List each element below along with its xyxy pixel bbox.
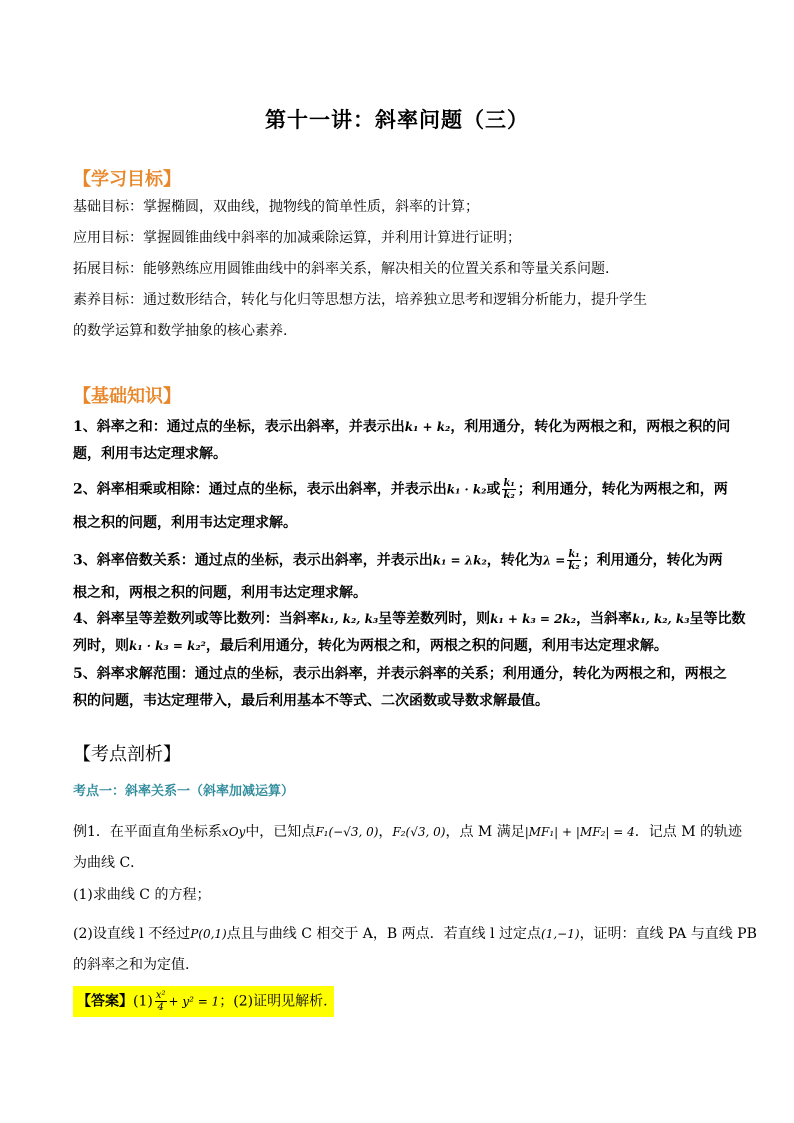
knowledge-4-text-e: 列时，则 (73, 638, 129, 654)
knowledge-item-2-cont: 根之积的问题，利用韦达定理求解。 (73, 515, 297, 531)
coordinate-system: xOy (221, 825, 246, 839)
answer-tag: 【答案】 (77, 993, 133, 1010)
question-2 (73, 924, 757, 944)
knowledge-4-formula-d: k₁ · k₃ = k₂² (129, 639, 206, 653)
point-p: P(0,1) (190, 927, 227, 941)
answer-fraction (155, 990, 167, 1013)
knowledge-2-or: 或 (486, 481, 501, 498)
example-1-text-d: ，点 M 满足 (445, 824, 525, 840)
knowledge-4-formula-a: k₁, k₂, k₃ (320, 612, 379, 626)
fixed-point: (1,−1) (541, 927, 580, 941)
point-f1: F₁(−√3, 0) (315, 825, 379, 839)
knowledge-3-lambda: λ = (542, 553, 566, 568)
knowledge-1-text-b: ，利用通分，转化为两根之和，两根之积的问 (450, 419, 731, 435)
goal-extension: 拓展目标：能够熟练应用圆锥曲线中的斜率关系，解决相关的位置关系和等量关系问题. (73, 261, 610, 277)
knowledge-1-text: 1、斜率之和：通过点的坐标，表示出斜率，并表示出 (73, 419, 405, 435)
answer-part-2: ；(2)证明见解析. (219, 993, 328, 1010)
distance-condition: |MF₁| + |MF₂| = 4 (524, 825, 635, 839)
example-1-text-c: ， (378, 824, 393, 840)
fraction-denominator: 4 (157, 1002, 164, 1013)
example-1-cont: 为曲线 C． (73, 855, 145, 871)
knowledge-item-4-cont (73, 636, 724, 656)
knowledge-item-2 (73, 478, 728, 501)
knowledge-3-text-b: ，转化为 (486, 552, 543, 569)
goal-basic: 基础目标：掌握椭圆，双曲线，抛物线的简单性质，斜率的计算； (73, 199, 479, 215)
goal-literacy-cont: 的数学运算和数学抽象的核心素养. (73, 323, 288, 339)
question-2-text-b: 点且与曲线 C 相交于 A，B 两点．若直线 l 过定点 (226, 926, 542, 942)
knowledge-item-1 (73, 417, 731, 437)
knowledge-4-formula-c: k₁, k₂, k₃ (632, 612, 690, 626)
learning-goals-heading: 【学习目标】 (73, 169, 181, 190)
fraction-numerator: x² (155, 990, 166, 1001)
knowledge-item-3 (73, 549, 724, 572)
knowledge-4-text-f: ，最后利用通分，转化为两根之和，两根之积的问题，利用韦达定理求解。 (205, 638, 668, 654)
knowledge-3-text: 3、斜率倍数关系：通过点的坐标，表示出斜率，并表示出 (73, 552, 433, 569)
example-1 (73, 822, 742, 842)
basic-knowledge-heading: 【基础知识】 (73, 386, 181, 407)
point-f2: F₂(√3, 0) (392, 825, 446, 839)
page-title: 第十一讲：斜率问题（三） (265, 107, 529, 132)
knowledge-item-5-cont: 积的问题，韦达定理带入，最后利用基本不等式、二次函数或导数求解最值。 (73, 693, 549, 709)
fraction-denominator: k₂ (503, 490, 515, 501)
fraction-denominator: k₂ (568, 561, 580, 572)
knowledge-2-text-b: ；利用通分，转化为两根之和，两 (517, 481, 728, 498)
example-1-text: 例1．在平面直角坐标系 (73, 824, 222, 840)
question-2-cont: 的斜率之和为定值. (73, 957, 190, 973)
knowledge-2-formula: k₁ · k₂ (446, 482, 487, 497)
knowledge-3-text-c: ；利用通分，转化为两 (582, 552, 723, 569)
knowledge-4-text-c: ，当斜率 (576, 611, 633, 627)
exam-analysis-heading: 【考点剖析】 (73, 744, 181, 765)
question-2-text: (2)设直线 l 不经过 (73, 926, 191, 942)
knowledge-2-text: 2、斜率相乘或相除：通过点的坐标，表示出斜率，并表示出 (73, 481, 447, 498)
knowledge-4-formula-b: k₁ + k₃ = 2k₂ (490, 612, 577, 626)
fraction-numerator: k₁ (503, 478, 515, 489)
knowledge-item-4 (73, 609, 746, 629)
answer-part-1-label: (1) (133, 993, 153, 1010)
knowledge-3-fraction (567, 549, 580, 572)
knowledge-4-text-d: 呈等比数 (689, 611, 746, 627)
knowledge-2-fraction (502, 478, 515, 501)
question-1: (1)求曲线 C 的方程； (73, 887, 211, 903)
goal-application: 应用目标：掌握圆锥曲线中斜率的加减乘除运算，并利用计算进行证明； (73, 230, 521, 246)
fraction-numerator: k₁ (568, 549, 580, 560)
knowledge-1-formula: k₁ + k₂ (404, 420, 451, 434)
answer-equation: + y² = 1 (168, 994, 220, 1009)
knowledge-3-formula: k₁ = λk₂ (432, 553, 487, 568)
knowledge-4-text: 4、斜率呈等差数列或等比数列：当斜率 (73, 611, 321, 627)
example-1-text-e: ．记点 M 的轨迹 (634, 824, 742, 840)
answer-box (73, 986, 334, 1017)
knowledge-item-5: 5、斜率求解范围：通过点的坐标，表示出斜率，并表示斜率的关系；利用通分，转化为两根之和，两根之 (73, 666, 727, 682)
knowledge-item-1-cont: 题，利用韦达定理求解。 (73, 446, 227, 462)
knowledge-item-3-cont: 根之和，两根之积的问题，利用韦达定理求解。 (73, 585, 367, 601)
exam-point-1: 考点一：斜率关系一（斜率加减运算） (73, 784, 295, 799)
question-2-text-c: ，证明：直线 PA 与直线 PB (579, 926, 757, 942)
goal-literacy: 素养目标：通过数形结合，转化与化归等思想方法，培养独立思考和逻辑分析能力，提升学生 (73, 292, 647, 308)
example-1-text-b: 中，已知点 (245, 824, 316, 840)
knowledge-4-text-b: 呈等差数列时，则 (378, 611, 491, 627)
